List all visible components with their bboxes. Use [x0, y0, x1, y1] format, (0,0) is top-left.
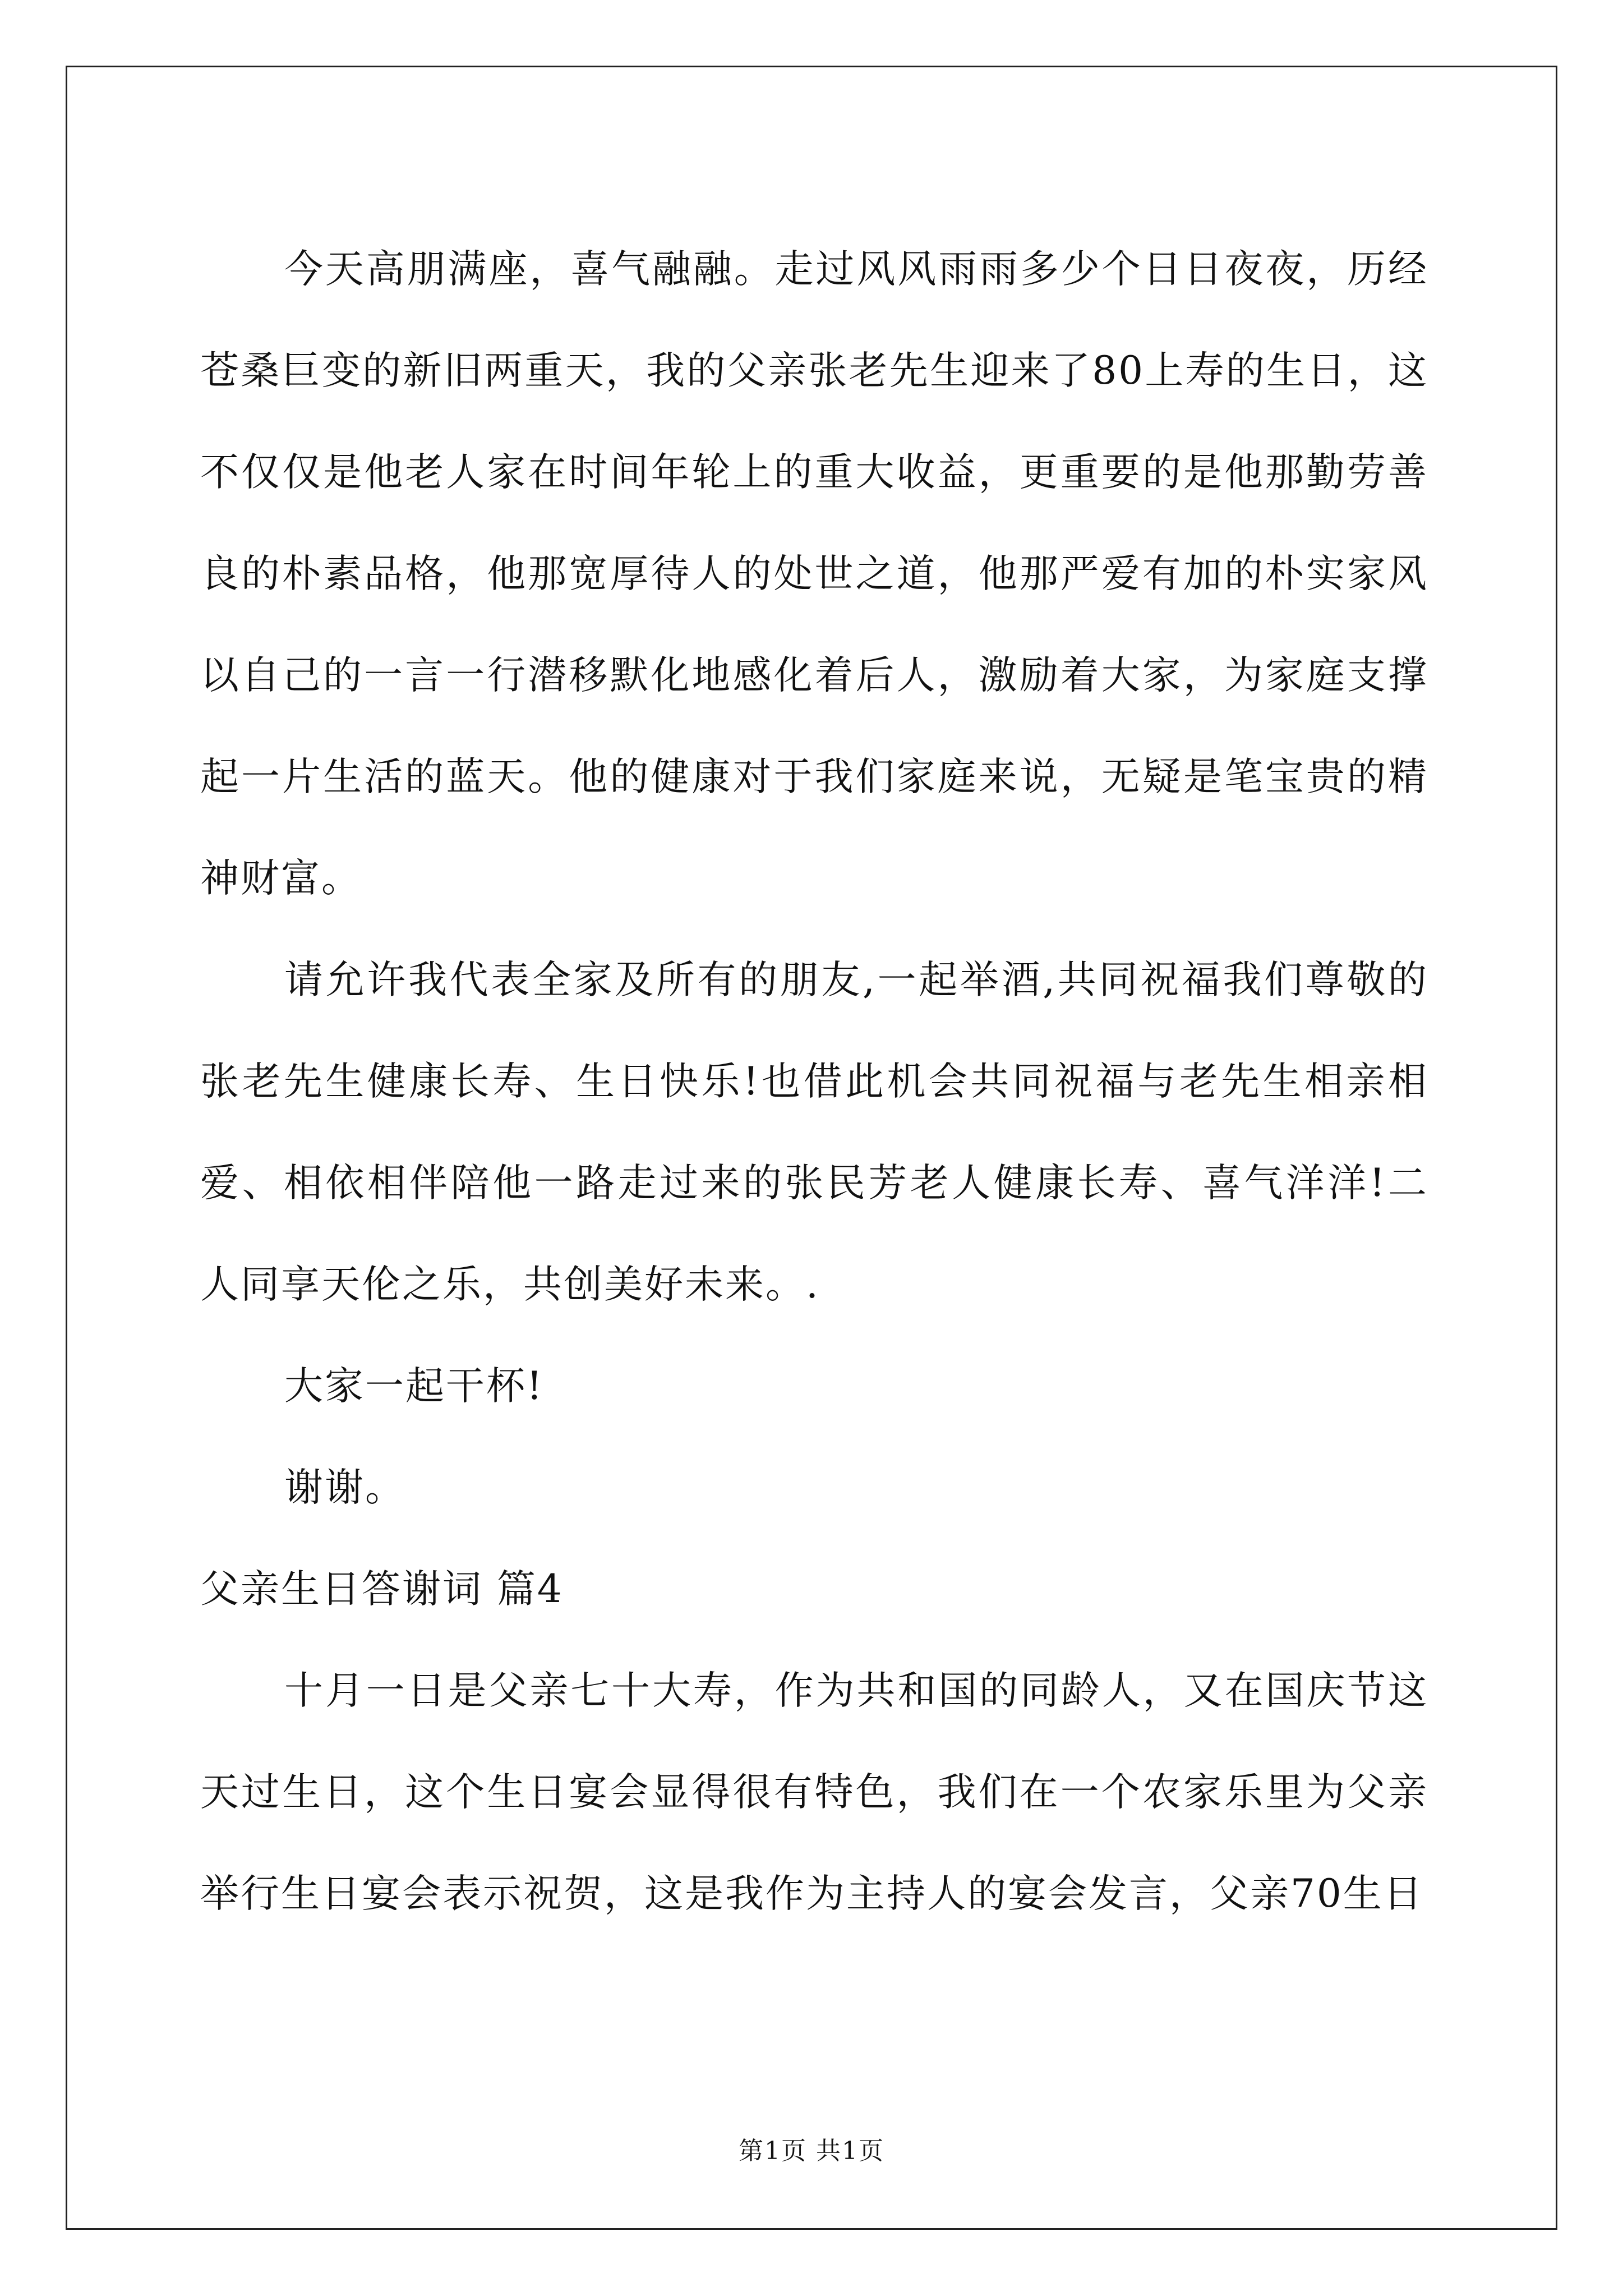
paragraph-3: 大家一起干杯! [284, 1364, 544, 1409]
document-body [200, 219, 1428, 1945]
section-heading: 父亲生日答谢词 篇4 [200, 1567, 564, 1612]
section-paragraph-1: 十月一日是父亲七十大寿，作为共和国的同龄人，又在国庆节这天过生日，这个生日宴会显得很有特色，我们在一个农家乐里为父亲举行生日宴会表示祝贺，这是我作为主持人的宴会发言，父亲70生日 [200, 1668, 1428, 1916]
paragraph-2: 请允许我代表全家及所有的朋友,一起举酒,共同祝福我们尊敬的张老先生健康长寿、生日快乐!也借此机会共同祝福与老先生相亲相爱、相依相伴陪他一路走过来的张民芳老人健康长寿、喜气洋洋!二人同享天伦之乐，共创美好未来。. [200, 958, 1428, 1307]
page-footer: 第1页 共1页 [739, 2137, 884, 2165]
paragraph-1: 今天高朋满座，喜气融融。走过风风雨雨多少个日日夜夜，历经苍桑巨变的新旧两重天，我的父亲张老先生迎来了80上寿的生日，这不仅仅是他老人家在时间年轮上的重大收益，更重要的是他那勤劳善良的朴素品格，他那宽厚待人的处世之道，他那严爱有加的朴实家风以自己的一言一行潜移默化地感化着后人，激励着大家，为家庭支撑起一片生活的蓝天。他的健康对于我们家庭来说，无疑是笔宝贵的精神财富。 [200, 247, 1428, 901]
paragraph-4: 谢谢。 [284, 1465, 405, 1510]
